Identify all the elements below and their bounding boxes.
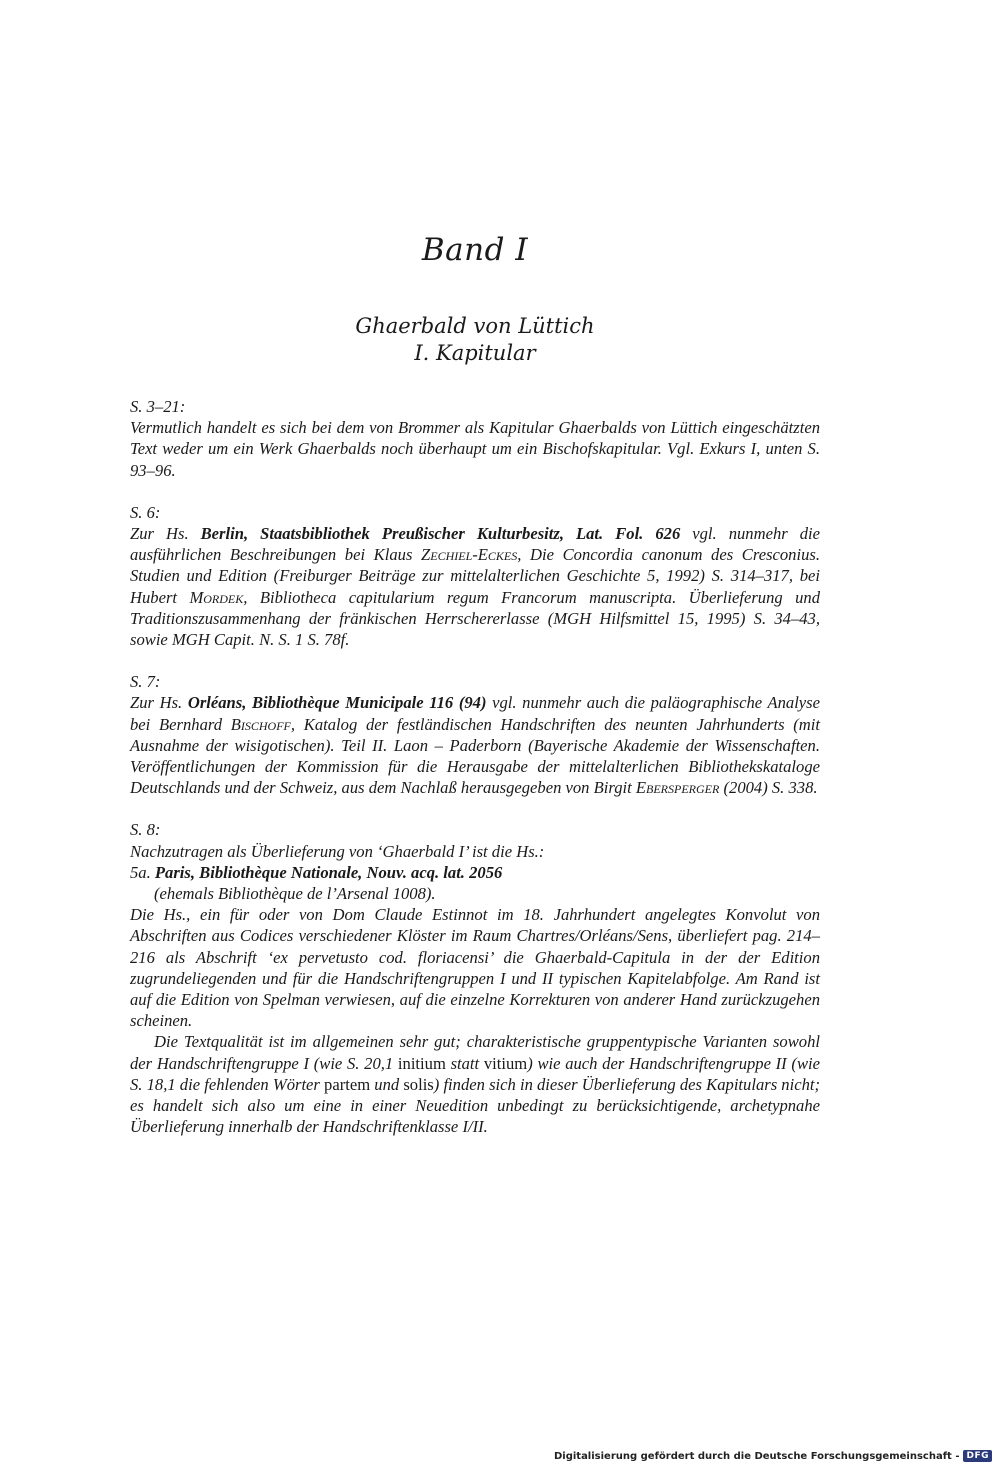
entry-s8 [130,819,820,1137]
text-run: Die Textqualität ist im allgemeinen sehr gut; charakteristische gruppentypische Varianten sowohl der Handschriftengruppe I (wie S. 20,1 [130,1032,820,1073]
text-run: ) finden sich in dieser Überlieferung des Kapitulars nicht; es handelt sich also um eine in einer Neuedition unbedingt zu berücksichtigende, archetypnahe Überlieferung innerhalb der Handschriftenklasse I/II. [130,1074,821,1137]
entry-s7 [130,671,820,798]
variant-word: initium [397,1053,446,1073]
variant-word: vitium [483,1053,528,1073]
manuscript-name: Orléans, Bibliothèque Municipale 116 (94) [187,693,487,713]
text-run: (2004) S. 338. [719,778,818,798]
section-heading [0,313,950,367]
manuscript-former-shelfmark: (ehemals Bibliothèque de l’Arsenal 1008). [154,884,436,904]
entry-paragraph-1: Die Hs., ein für oder von Dom Claude Estinnot im 18. Jahrhundert angelegtes Konvolut von Abschriften aus Codices verschiedener Klöster im Raum Chartres/Orléans/Sens, überliefert pag. 214–216 als Abschrift ‘ex pervetusto cod. floriacensi’ die Ghaerbald-Capitula in der der Edition zugrundeliegenden und für die Handschriftengruppen I und II typischen Kapitelabfolge. Am Rand ist auf die Edition von Spelman verwiesen, auf die einzelne Korrekturen von anderer Hand zurückzugehen scheinen. [130,905,820,1031]
funding-note: Digitalisierung gefördert durch die Deutsche Forschungsgemeinschaft - [553,1450,960,1462]
entry-text [130,692,820,798]
text-run: und [370,1074,404,1094]
entry-text [130,523,820,650]
volume-heading: Band I [421,232,529,268]
manuscript-line [130,862,820,883]
dfg-logo-icon: DFG [963,1450,992,1462]
funding-footer [554,1447,992,1465]
entry-s6 [130,502,820,650]
author-name: Mordek [189,587,244,607]
manuscript-name: Paris, Bibliothèque Nationale, Nouv. acq. lat. 2056 [154,862,503,882]
text-run: vgl. nunmehr die ausführlichen Beschreibungen bei Klaus [130,524,820,565]
entry-label: S. 8: [130,820,161,840]
section-heading-line1: Ghaerbald von Lüttich [355,314,595,338]
entry-s3-21 [130,396,820,481]
text-run: , Bibliotheca capitularium regum Francorum manuscripta. Überlieferung und Traditionszusammenhang der fränkischen Herrschererlasse (MGH Hilfsmittel 15, 1995) S. 34–43, sowie MGH Capit. N. S. 1 S. 78f. [130,587,820,650]
text-run: vgl. nunmehr auch die paläographische Analyse bei Bernhard [130,693,820,734]
entry-text: Vermutlich handelt es sich bei dem von Brommer als Kapitular Ghaerbalds von Lüttich eingeschätzten Text weder um ein Werk Ghaerbalds noch überhaupt um ein Bischofskapitular. Vgl. Exkurs I, unten S. 93–96. [130,418,820,480]
entry-label: S. 3–21: [130,397,186,416]
body-text [130,396,820,1159]
text-run: statt [445,1053,484,1073]
entry-paragraph-2 [130,1031,820,1137]
text-run: Zur Hs. [130,524,201,544]
author-name: Ebersperger [635,778,720,798]
text-run: Zur Hs. [130,693,188,713]
entry-intro: Nachzutragen als Überlieferung von ‘Ghaerbald I’ ist die Hs.: [130,841,545,861]
author-name: Zechiel-Eckes [421,545,518,565]
text-run: , Die Concordia canonum des Cresconius. Studien und Edition (Freiburger Beiträge zur mittelalterlichen Geschichte 5, 1992) S. 314–317, bei Hubert [130,545,820,607]
author-name: Bischoff [230,714,291,734]
variant-word: solis [403,1074,434,1094]
manuscript-name: Berlin, Staatsbibliothek Preußischer Kulturbesitz, Lat. Fol. 626 [200,524,681,544]
section-heading-line2: I. Kapitular [414,341,536,365]
manuscript-number: 5a. [130,862,155,882]
variant-word: partem [324,1074,371,1094]
entry-label: S. 7: [130,672,161,692]
entry-label: S. 6: [130,502,161,522]
text-run: , Katalog der festländischen Handschriften des neunten Jahrhunderts (mit Ausnahme der wisigotischen). Teil II. Laon – Paderborn (Bayerische Akademie der Wissenschaften. Veröffentlichungen der Kommission für die Herausgabe der mittelalterlichen Bibliothekskataloge Deutschlands und der Schweiz, aus dem Nachlaß herausgegeben von Birgit [130,714,820,798]
text-run: ) wie auch der Handschriftengruppe II (wie S. 18,1 die fehlenden Wörter [130,1053,820,1094]
